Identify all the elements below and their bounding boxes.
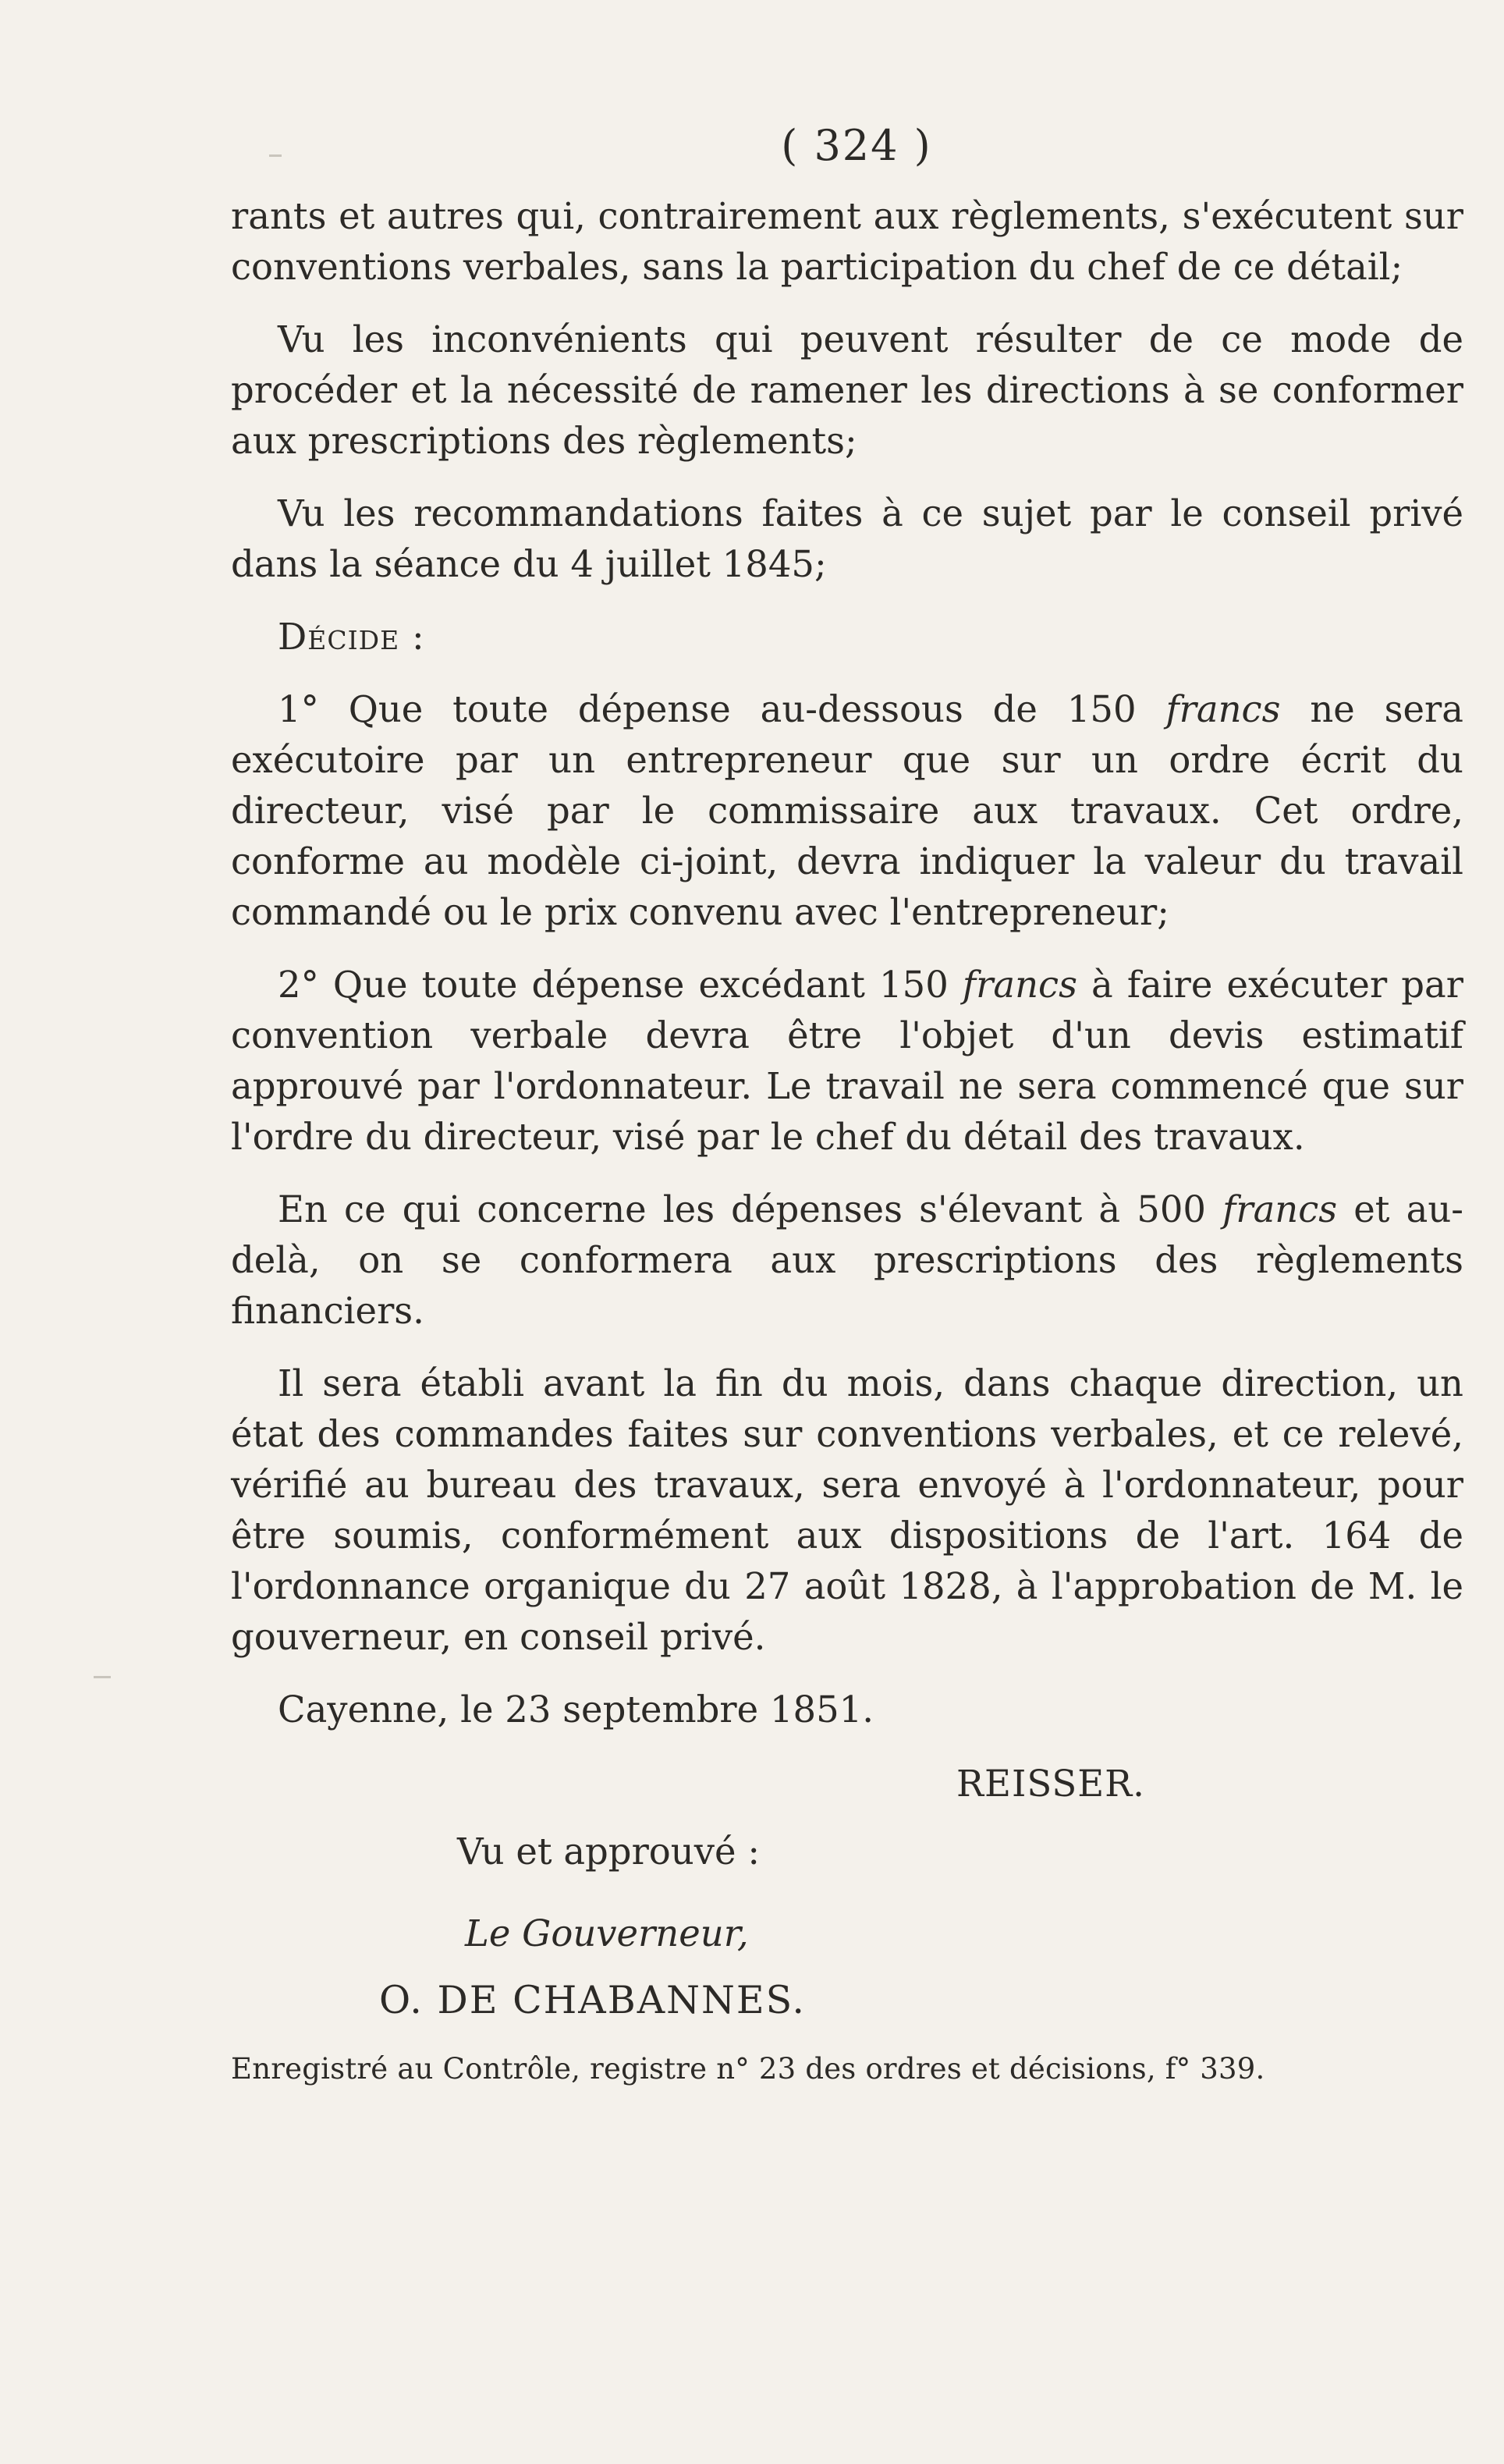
paragraph-continuation: rants et autres qui, contrairement aux règlements, s'exécutent sur conventions verbales, sans la participation du chef de ce détail;	[231, 195, 1463, 288]
signature-reisser: REISSER.	[956, 1763, 1145, 1805]
article-1-text-b: ne sera exécutoire par un entrepreneur que sur un ordre écrit du directeur, visé par le commissaire aux travaux. Cet ordre, conforme au modèle ci-joint, devra indiquer la valeur du travail commandé ou le prix convenu avec l'entrepreneur;	[231, 688, 1463, 933]
place-date: Cayenne, le 23 septembre 1851.	[278, 1688, 874, 1731]
margin-mark-top	[269, 154, 282, 157]
paragraph-500-currency: francs	[1222, 1188, 1338, 1230]
article-2-currency: francs	[962, 964, 1077, 1006]
page-number: ( 324 )	[781, 121, 932, 170]
paragraph-inconvenients: Vu les inconvénients qui peuvent résulter de ce mode de procéder et la nécessité de ramener les directions à se conformer aux prescriptions des règlements;	[231, 318, 1463, 462]
article-2	[231, 960, 1463, 1163]
decide-heading: Décide :	[278, 616, 425, 658]
article-2-text-b: à faire exécuter par convention verbale devra être l'objet d'un devis estimatif approuvé par l'ordonnateur. Le travail ne sera commencé que sur l'ordre du directeur, visé par le chef du détail des travaux.	[231, 964, 1463, 1158]
paragraph-recommandations: Vu les recommandations faites à ce sujet par le conseil privé dans la séance du 4 juillet 1845;	[231, 492, 1463, 585]
paragraph-etat-commandes: Il sera établi avant la fin du mois, dans chaque direction, un état des commandes faites sur conventions verbales, et ce relevé, vérifié au bureau des travaux, sera envoyé à l'ordonnateur, pour être soumis, conformément aux dispositions de l'art. 164 de l'ordonnance organique du 27 août 1828, à l'approbation de M. le gouverneur, en conseil privé.	[231, 1362, 1463, 1658]
article-1-text-a: 1° Que toute dépense au-dessous de 150	[278, 688, 1166, 730]
paragraph-500-text-b: et au-delà, on se conformera aux prescriptions des règlements financiers.	[231, 1188, 1463, 1332]
registration-note: Enregistré au Contrôle, registre n° 23 des ordres et décisions, f° 339.	[231, 2052, 1265, 2086]
article-1-currency: francs	[1165, 688, 1281, 730]
approval-line: Vu et approuvé :	[457, 1830, 760, 1873]
body-text	[231, 191, 1463, 2089]
governor-title: Le Gouverneur,	[465, 1912, 749, 1955]
margin-mark-left	[94, 1676, 111, 1678]
governor-name: O. DE CHABANNES.	[379, 1978, 807, 2022]
article-2-text-a: 2° Que toute dépense excédant 150	[278, 964, 963, 1006]
article-1	[231, 684, 1463, 938]
paragraph-500-text-a: En ce qui concerne les dépenses s'élevant à 500	[278, 1188, 1223, 1230]
paragraph-500-francs	[231, 1184, 1463, 1337]
